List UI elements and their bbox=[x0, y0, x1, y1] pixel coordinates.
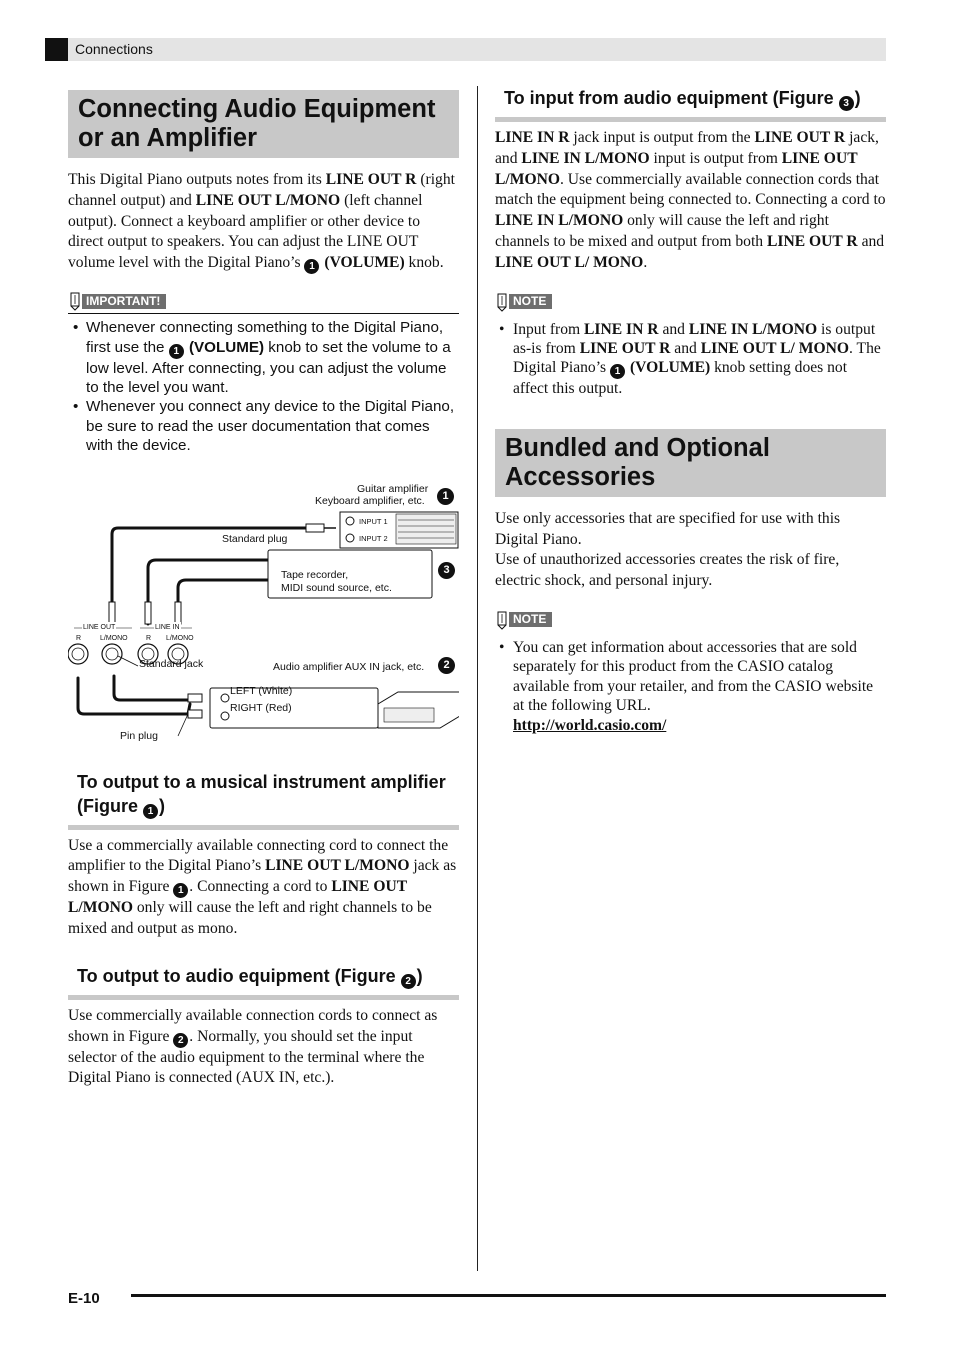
line-out-label: LINE OUT bbox=[82, 622, 116, 634]
subsection-heading: To output to audio equipment (Figure 2 ) bbox=[68, 964, 459, 1000]
figure-1-icon: 1 bbox=[143, 804, 158, 819]
jack-label-lmono: L/MONO bbox=[100, 634, 128, 642]
note-list bbox=[495, 638, 886, 735]
important-header bbox=[68, 293, 459, 314]
jack-label-r: R bbox=[146, 634, 152, 642]
keyboard-amp-label: Keyboard amplifier, etc. bbox=[315, 494, 425, 507]
left-white-label: LEFT (White) bbox=[230, 684, 293, 697]
guitar-amp-label: Guitar amplifier bbox=[357, 482, 429, 495]
section-label: Connections bbox=[75, 41, 153, 57]
running-header bbox=[45, 38, 886, 61]
jack-label-r: R bbox=[76, 634, 82, 642]
figure-2-icon: 2 bbox=[173, 1033, 188, 1048]
pencil-icon bbox=[68, 291, 82, 311]
intro-paragraph: This Digital Piano outputs notes from its LINE OUT R (right channel output) and LINE OUT L/MONO (left channel output). Connect a keyboard amplifier or other device to direct output to speakers. You can adjust the LINE OUT volume level with the Digital Piano’s 1 (VOLUME) knob. bbox=[68, 171, 455, 273]
volume-number-icon: 1 bbox=[169, 344, 184, 359]
section-heading: Bundled and Optional Accessories bbox=[505, 433, 770, 491]
pencil-icon bbox=[495, 610, 509, 630]
input-1-label: INPUT 1 bbox=[359, 516, 388, 526]
paragraph: Use a commercially available connecting cord to connect the amplifier to the Digital Piano’s LINE OUT L/MONO jack as shown in Figure 1 . Connecting a cord to LINE OUT L/MONO only will cause the left and right channels to be mixed and output as mono. bbox=[68, 836, 457, 938]
standard-plug-label: Standard plug bbox=[222, 532, 288, 545]
figure-2-marker: 2 bbox=[438, 657, 455, 674]
volume-number-icon: 1 bbox=[304, 259, 319, 274]
input-2-label: INPUT 2 bbox=[359, 533, 388, 543]
note-list bbox=[495, 320, 886, 399]
header-marker bbox=[45, 38, 68, 61]
note-header bbox=[495, 610, 886, 632]
paragraph: LINE IN R jack input is output from the LINE OUT R jack, and LINE IN L/MONO input is output from LINE OUT L/MONO. Use commercially available connection cords that match the equipment being connected to. Connecting a cord to LINE IN L/MONO only will cause the left and right channels to be mixed and output from both LINE OUT R and LINE OUT L/ MONO. bbox=[495, 129, 886, 271]
list-item: • Whenever you connect any device to the Digital Piano, be sure to read the user documentation that comes with the device. bbox=[68, 397, 459, 455]
standard-jack-label: Standard jack bbox=[139, 657, 204, 670]
connection-diagram bbox=[68, 476, 459, 746]
pin-plug-label: Pin plug bbox=[120, 729, 158, 742]
figure-1-marker: 1 bbox=[437, 488, 454, 505]
subsection-heading: To output to a musical instrument amplifier (Figure 1 ) bbox=[68, 770, 459, 830]
figure-1-icon: 1 bbox=[173, 883, 188, 898]
list-item: • You can get information about accessories that are sold separately for this product from the CASIO catalog available from your retailer, and from the CASIO website at the following URL. http://world.casio.com/ bbox=[495, 638, 886, 735]
list-item: • Input from LINE IN R and LINE IN L/MONO is output as-is from LINE OUT R and LINE OUT L/ MONO. The Digital Piano’s 1 (VOLUME) knob setting does not affect this output. bbox=[495, 320, 886, 399]
pencil-icon bbox=[495, 292, 509, 312]
section-heading: Connecting Audio Equipment or an Amplifier bbox=[78, 95, 436, 152]
section-heading-box bbox=[68, 90, 459, 158]
note-label: NOTE bbox=[509, 294, 552, 309]
note-header bbox=[495, 292, 886, 314]
note-label: NOTE bbox=[509, 612, 552, 627]
list-item: • Whenever connecting something to the Digital Piano, first use the 1 (VOLUME) knob to set the volume to a low level. After connecting, you can adjust the volume to the level you want. bbox=[68, 318, 459, 397]
aux-amp-label: Audio amplifier AUX IN jack, etc. bbox=[273, 660, 425, 673]
casio-website-link[interactable]: http://world.casio.com/ bbox=[513, 716, 667, 734]
tape-recorder-label: Tape recorder, bbox=[281, 568, 349, 581]
line-in-label: LINE IN bbox=[154, 622, 181, 634]
paragraph: Use of unauthorized accessories creates the risk of fire, electric shock, and personal injury. bbox=[495, 551, 840, 590]
right-column bbox=[495, 86, 886, 735]
paragraph: Use only accessories that are specified for use with this Digital Piano. bbox=[495, 509, 841, 548]
paragraph: Use commercially available connection cords to connect as shown in Figure 2 . Normally, you should set the input selector of the audio equipment to the terminal where the Digital Piano is connected (AUX IN, etc.). bbox=[68, 1006, 438, 1087]
section-heading-box bbox=[495, 429, 886, 497]
page-number: E-10 bbox=[68, 1290, 100, 1307]
jack-label-lmono: L/MONO bbox=[166, 634, 194, 642]
important-list bbox=[68, 318, 459, 455]
figure-2-icon: 2 bbox=[401, 974, 416, 989]
midi-source-label: MIDI sound source, etc. bbox=[281, 581, 392, 594]
figure-3-marker: 3 bbox=[438, 562, 455, 579]
right-red-label: RIGHT (Red) bbox=[230, 701, 292, 714]
column-divider bbox=[477, 86, 478, 1271]
figure-3-icon: 3 bbox=[839, 96, 854, 111]
important-label: IMPORTANT! bbox=[82, 294, 166, 309]
subsection-heading: To input from audio equipment (Figure 3 ) bbox=[495, 86, 886, 122]
left-column bbox=[68, 90, 459, 1089]
footer-rule bbox=[131, 1294, 886, 1297]
volume-number-icon: 1 bbox=[610, 364, 625, 379]
